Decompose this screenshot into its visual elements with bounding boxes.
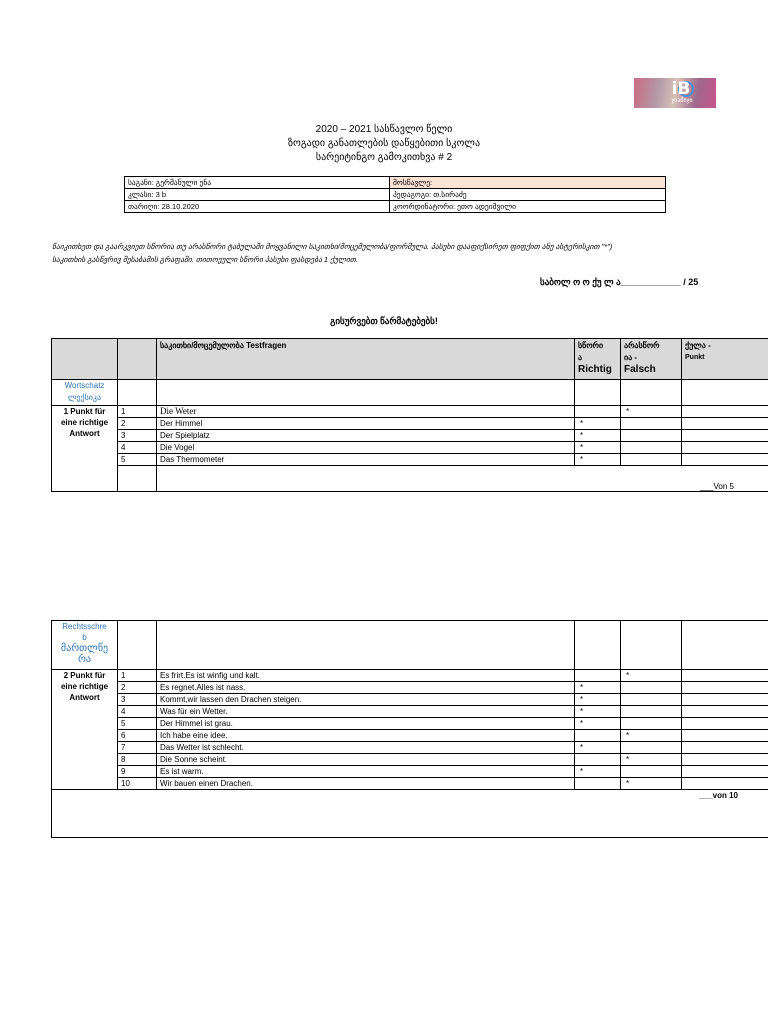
- points-rule-line: eine richtige: [60, 682, 109, 691]
- header-exam: სარეიტინგო გამოკითხვა # 2: [315, 152, 453, 163]
- points-cell[interactable]: [682, 730, 768, 742]
- instructions: [52, 240, 752, 266]
- question-text: Das Thermometer: [157, 454, 575, 466]
- header-correct-de: Richtig: [578, 364, 612, 375]
- row-number: 5: [118, 718, 157, 730]
- header-points-ka: ქულა -: [685, 341, 711, 350]
- section1-von: ___Von 5: [157, 466, 768, 492]
- points-cell[interactable]: [682, 742, 768, 754]
- section2-title: [52, 621, 118, 670]
- section2-title-ka2: რა: [77, 654, 92, 665]
- info-class: კლასი: 3 b: [125, 189, 390, 201]
- points-rule-line: Antwort: [69, 429, 100, 438]
- wrong-mark[interactable]: [621, 742, 682, 754]
- points-cell[interactable]: [682, 442, 768, 454]
- wrong-mark[interactable]: [621, 418, 682, 430]
- question-text: Die Sonne scheint.: [157, 754, 575, 766]
- correct-mark[interactable]: [575, 670, 621, 682]
- correct-mark[interactable]: *: [575, 706, 621, 718]
- wrong-mark[interactable]: [621, 682, 682, 694]
- row-number: 4: [118, 706, 157, 718]
- row-number: 9: [118, 766, 157, 778]
- row-number: 6: [118, 730, 157, 742]
- row-number: 5: [118, 454, 157, 466]
- correct-mark[interactable]: [575, 778, 621, 790]
- blank-cell: [118, 466, 157, 492]
- header-wrong: [621, 339, 682, 380]
- info-teacher: პედაგოგი: თ.სირაძე: [390, 189, 666, 201]
- info-table: [124, 176, 666, 213]
- row-number: 8: [118, 754, 157, 766]
- correct-mark[interactable]: *: [575, 430, 621, 442]
- points-cell[interactable]: [682, 754, 768, 766]
- wrong-mark[interactable]: *: [621, 406, 682, 418]
- correct-mark[interactable]: *: [575, 442, 621, 454]
- points-cell[interactable]: [682, 418, 768, 430]
- question-text: Kommt,wir lassen den Drachen steigen.: [157, 694, 575, 706]
- blank-cell: [575, 380, 621, 406]
- section1-title-ka: ლექსიკა: [67, 393, 102, 402]
- wrong-mark[interactable]: *: [621, 754, 682, 766]
- question-text: Das Wetter ist schlecht.: [157, 742, 575, 754]
- header-wrong-ka: არასწორ: [624, 341, 660, 350]
- correct-mark[interactable]: *: [575, 418, 621, 430]
- question-text: Die Weter: [157, 406, 575, 418]
- blank-cell: [621, 621, 682, 670]
- header-wrong-de: Falsch: [624, 364, 656, 375]
- blank-cell: [682, 621, 768, 670]
- info-date: თარიღი: 28.10.2020: [125, 201, 390, 213]
- points-cell[interactable]: [682, 718, 768, 730]
- section2-title-de: Rechtsschre: [62, 622, 107, 631]
- info-subject: საგანი: გერმანული ენა: [125, 177, 390, 189]
- row-number: 4: [118, 442, 157, 454]
- points-cell[interactable]: [682, 670, 768, 682]
- question-text: Der Himmel: [157, 418, 575, 430]
- question-text: Der Spielplatz: [157, 430, 575, 442]
- correct-mark[interactable]: *: [575, 766, 621, 778]
- row-number: 1: [118, 406, 157, 418]
- section1-points-rule: [52, 406, 118, 492]
- blank-cell: [118, 380, 157, 406]
- points-cell[interactable]: [682, 430, 768, 442]
- header-wrong-ka2: ია -: [624, 353, 638, 362]
- wrong-mark[interactable]: *: [621, 730, 682, 742]
- points-cell[interactable]: [682, 706, 768, 718]
- header-blank-2: [118, 339, 157, 380]
- blank-cell: [157, 380, 575, 406]
- row-number: 3: [118, 694, 157, 706]
- wrong-mark[interactable]: [621, 442, 682, 454]
- wortschatz-table: [51, 338, 768, 492]
- row-number: 7: [118, 742, 157, 754]
- wrong-mark[interactable]: *: [621, 670, 682, 682]
- correct-mark[interactable]: *: [575, 718, 621, 730]
- wrong-mark[interactable]: [621, 766, 682, 778]
- points-rule-line: 2 Punkt für: [63, 671, 106, 680]
- correct-mark[interactable]: *: [575, 682, 621, 694]
- wrong-mark[interactable]: [621, 454, 682, 466]
- logo-subtitle: ჯიამიჯი: [671, 97, 693, 104]
- school-logo: [634, 78, 716, 108]
- section2-title-ka: მართლწე: [60, 643, 109, 654]
- wrong-mark[interactable]: *: [621, 778, 682, 790]
- info-student[interactable]: მოსწავლე:: [390, 177, 666, 189]
- blank-cell: [682, 380, 768, 406]
- question-text: Ich habe eine idee.: [157, 730, 575, 742]
- question-text: Es frirt.Es ist winfig und kalt.: [157, 670, 575, 682]
- row-number: 3: [118, 430, 157, 442]
- wrong-mark[interactable]: [621, 430, 682, 442]
- section1-title: [52, 380, 118, 406]
- correct-mark[interactable]: [575, 406, 621, 418]
- points-rule-line: Antwort: [69, 693, 100, 702]
- row-number: 2: [118, 418, 157, 430]
- blank-cell: [621, 380, 682, 406]
- question-text: Was für ein Wetter.: [157, 706, 575, 718]
- wrong-mark[interactable]: [621, 706, 682, 718]
- question-text: Wir bauen einen Drachen.: [157, 778, 575, 790]
- wrong-mark[interactable]: [621, 718, 682, 730]
- points-cell[interactable]: [682, 694, 768, 706]
- section2-von: ___von 10: [52, 790, 768, 838]
- header-correct-ka: სწორი: [578, 341, 604, 350]
- header-correct: [575, 339, 621, 380]
- header-question: საკითხი/მოცემულობა Testfragen: [157, 339, 575, 380]
- header-year: 2020 – 2021 სასწავლო წელი: [315, 124, 453, 135]
- row-number: 1: [118, 670, 157, 682]
- rechtschreibung-table: [51, 620, 768, 838]
- question-text: Die Vogel: [157, 442, 575, 454]
- blank-cell: [118, 621, 157, 670]
- good-luck-title: გისურვებთ წარმატებებს!: [330, 316, 438, 326]
- info-coordinator: კოორდინატორი: ეთო ადეიშვილი: [390, 201, 666, 213]
- question-text: Der Himmel ist grau.: [157, 718, 575, 730]
- header-blank-1: [52, 339, 118, 380]
- instructions-line-2: საკითხის გასწვრივ შესაბამის გრაფაში. თითოეული სწორი პასუხი ფასდება 1 ქულით.: [52, 255, 358, 264]
- blank-cell: [157, 621, 575, 670]
- header-correct-ka2: ა: [578, 353, 583, 362]
- correct-mark[interactable]: *: [575, 454, 621, 466]
- logo-brand: iB: [671, 79, 691, 99]
- points-cell[interactable]: [682, 778, 768, 790]
- section1-title-de: Wortschatz: [64, 381, 105, 390]
- points-cell[interactable]: [682, 406, 768, 418]
- correct-mark[interactable]: [575, 730, 621, 742]
- correct-mark[interactable]: [575, 754, 621, 766]
- points-cell[interactable]: [682, 766, 768, 778]
- question-text: Es ist warm.: [157, 766, 575, 778]
- wrong-mark[interactable]: [621, 694, 682, 706]
- points-rule-line: 1 Punkt für: [63, 407, 106, 416]
- section2-title-de2: b: [82, 633, 87, 642]
- correct-mark[interactable]: *: [575, 694, 621, 706]
- section2-points-rule: [52, 670, 118, 790]
- question-text: Es regnet.Alles ist nass.: [157, 682, 575, 694]
- header-school: ზოგადი განათლების დაწყებითი სკოლა: [287, 138, 481, 149]
- header-points-de: Punkt: [685, 354, 705, 361]
- header-points: [682, 339, 768, 380]
- points-cell[interactable]: [682, 454, 768, 466]
- points-cell[interactable]: [682, 682, 768, 694]
- blank-cell: [575, 621, 621, 670]
- points-rule-line: eine richtige: [60, 418, 109, 427]
- row-number: 10: [118, 778, 157, 790]
- row-number: 2: [118, 682, 157, 694]
- correct-mark[interactable]: *: [575, 742, 621, 754]
- instructions-line-1: წაიკითხეთ და გაარკვიეთ სწორია თუ არასწორი ტაბულაში მოყვანილი საკითხი/მოცემულობა/ფორმულა. პასუხი დააფიქსირეთ ფიფქით ანუ ასტერისკით "*"): [52, 242, 613, 251]
- final-score: საბოლ ო ო ქუ ლ ა____________ / 25: [540, 277, 699, 287]
